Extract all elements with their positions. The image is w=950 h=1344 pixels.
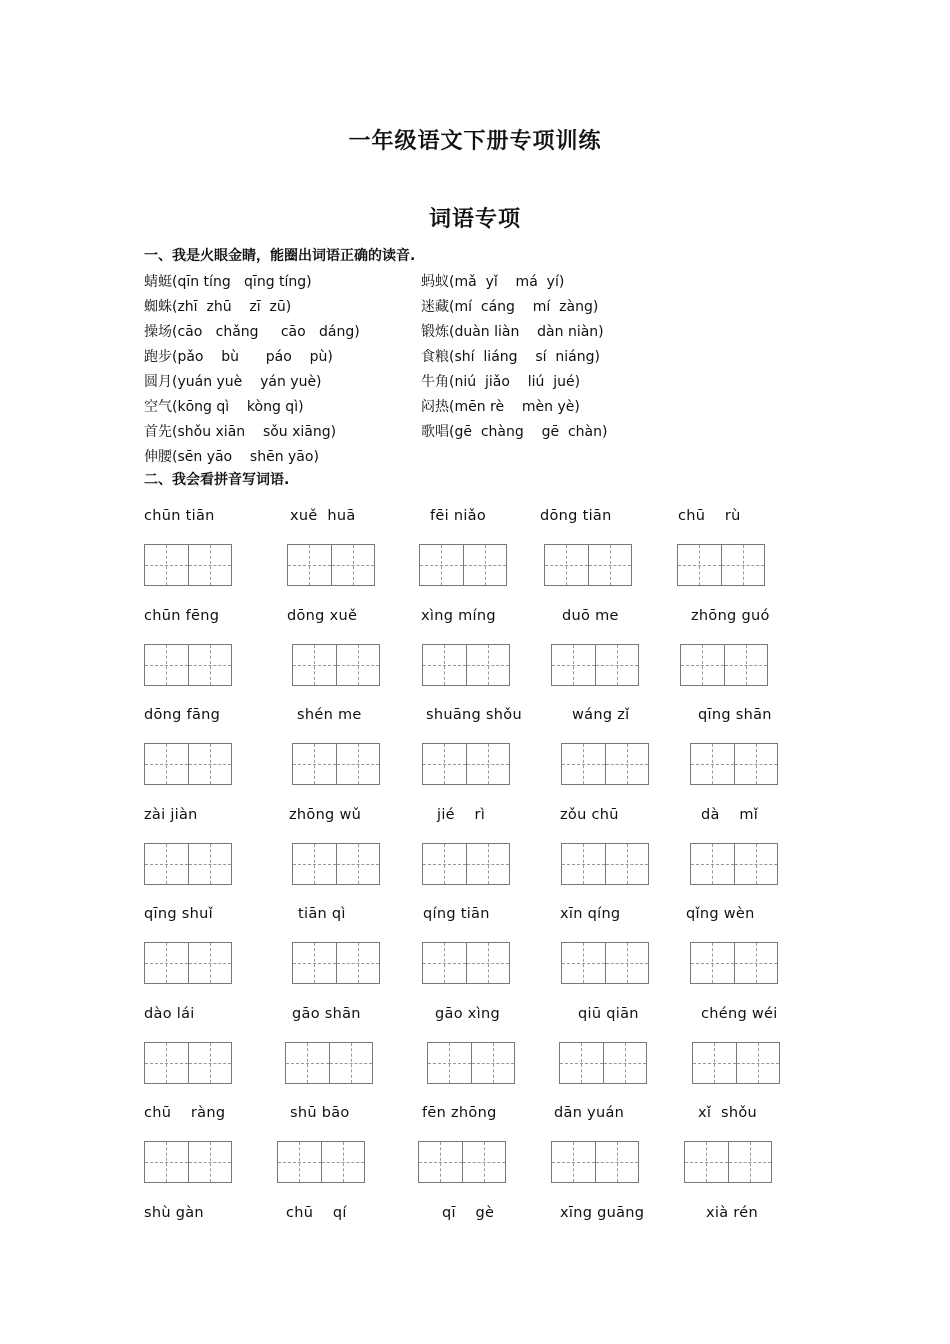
writing-grid-box[interactable] — [692, 1042, 780, 1084]
tianzige-cell[interactable] — [293, 943, 336, 983]
tianzige-cell[interactable] — [560, 1043, 603, 1083]
tianzige-cell[interactable] — [419, 1142, 462, 1182]
reading-choice-item: 迷藏(mí cáng mí zàng) — [421, 299, 599, 315]
pinyin-prompt: xīn qíng — [560, 906, 621, 922]
tianzige-cell[interactable] — [188, 844, 232, 884]
writing-grid-box[interactable] — [680, 644, 768, 686]
writing-grid-box[interactable] — [561, 942, 649, 984]
writing-grid-box[interactable] — [551, 1141, 639, 1183]
pinyin-prompt: chū qí — [286, 1204, 347, 1221]
question1-heading: 一、我是火眼金睛，能圈出词语正确的读音. — [144, 248, 416, 264]
tianzige-cell[interactable] — [145, 545, 188, 585]
tianzige-cell[interactable] — [603, 1043, 647, 1083]
reading-choice-item: 操场(cāo chǎng cāo dáng) — [144, 324, 360, 340]
tianzige-cell[interactable] — [678, 545, 721, 585]
tianzige-cell[interactable] — [288, 545, 331, 585]
writing-grid-box[interactable] — [690, 942, 778, 984]
tianzige-cell[interactable] — [423, 645, 466, 685]
tianzige-cell[interactable] — [471, 1043, 515, 1083]
tianzige-cell[interactable] — [286, 1043, 329, 1083]
writing-grid-box[interactable] — [427, 1042, 515, 1084]
pinyin-prompt: xīng guāng — [560, 1204, 645, 1221]
tianzige-cell[interactable] — [188, 1142, 232, 1182]
pinyin-prompt: qī gè — [442, 1204, 495, 1221]
tianzige-cell[interactable] — [145, 844, 188, 884]
tianzige-cell[interactable] — [552, 645, 595, 685]
pinyin-prompt: chū ràng — [144, 1105, 226, 1121]
writing-grid-box[interactable] — [559, 1042, 647, 1084]
reading-choice-item: 空气(kōng qì kòng qì) — [144, 399, 304, 415]
writing-grid-box[interactable] — [422, 644, 510, 686]
tianzige-cell[interactable] — [293, 844, 336, 884]
tianzige-cell[interactable] — [293, 744, 336, 784]
tianzige-cell[interactable] — [734, 943, 778, 983]
tianzige-cell[interactable] — [336, 744, 380, 784]
writing-grid-box[interactable] — [285, 1042, 373, 1084]
tianzige-cell[interactable] — [336, 943, 380, 983]
writing-grid-box[interactable] — [551, 644, 639, 686]
reading-choice-item: 蜘蛛(zhī zhū zī zū) — [144, 299, 292, 315]
pinyin-prompt: qīng shān — [698, 707, 772, 723]
pinyin-prompt: zhōng wǔ — [289, 806, 362, 823]
tianzige-cell[interactable] — [734, 844, 778, 884]
pinyin-prompt: fēn zhōng — [422, 1105, 497, 1121]
writing-grid-box[interactable] — [690, 743, 778, 785]
tianzige-cell[interactable] — [420, 545, 463, 585]
tianzige-cell[interactable] — [462, 1142, 506, 1182]
pinyin-prompt: qǐng wèn — [686, 906, 755, 922]
writing-grid-box[interactable] — [144, 843, 232, 885]
reading-choice-item: 锻炼(duàn liàn dàn niàn) — [421, 324, 604, 340]
pinyin-prompt: zhōng guó — [691, 607, 770, 624]
tianzige-cell[interactable] — [605, 844, 649, 884]
pinyin-prompt: fēi niǎo — [430, 508, 487, 524]
pinyin-prompt: chéng wéi — [701, 1005, 778, 1022]
reading-choice-item: 蜻蜓(qīn tíng qīng tíng) — [144, 274, 312, 290]
reading-choice-item: 首先(shǒu xiān sǒu xiāng) — [144, 424, 337, 440]
writing-grid-box[interactable] — [292, 644, 380, 686]
writing-grid-box[interactable] — [144, 1141, 232, 1183]
writing-grid-box[interactable] — [684, 1141, 772, 1183]
writing-grid-box[interactable] — [287, 544, 375, 586]
section-title: 词语专项 — [428, 207, 521, 232]
tianzige-cell[interactable] — [188, 545, 232, 585]
writing-grid-box[interactable] — [277, 1141, 365, 1183]
writing-grid-box[interactable] — [144, 1042, 232, 1084]
writing-grid-box[interactable] — [422, 843, 510, 885]
pinyin-prompt: qiū qiān — [578, 1005, 639, 1022]
pinyin-prompt: shén me — [297, 707, 362, 723]
tianzige-cell[interactable] — [562, 844, 605, 884]
reading-choice-item: 蚂蚁(mǎ yǐ má yí) — [421, 274, 565, 290]
pinyin-prompt: xuě huā — [290, 508, 356, 524]
tianzige-cell[interactable] — [595, 645, 639, 685]
pinyin-prompt: shū bāo — [290, 1105, 350, 1121]
pinyin-prompt: shù gàn — [144, 1204, 204, 1221]
pinyin-prompt: dào lái — [144, 1005, 195, 1022]
tianzige-cell[interactable] — [734, 744, 778, 784]
pinyin-prompt: dà mǐ — [701, 806, 759, 823]
tianzige-cell[interactable] — [691, 943, 734, 983]
tianzige-cell[interactable] — [605, 943, 649, 983]
pinyin-prompt: xià rén — [706, 1204, 758, 1221]
writing-grid-box[interactable] — [422, 942, 510, 984]
pinyin-prompt: gāo xìng — [435, 1005, 500, 1022]
question2-heading: 二、我会看拼音写词语. — [144, 472, 290, 488]
tianzige-cell[interactable] — [681, 645, 724, 685]
tianzige-cell[interactable] — [736, 1043, 780, 1083]
writing-grid-box[interactable] — [561, 843, 649, 885]
tianzige-cell[interactable] — [145, 943, 188, 983]
tianzige-cell[interactable] — [423, 943, 466, 983]
pinyin-prompt: dān yuán — [554, 1105, 625, 1121]
tianzige-cell[interactable] — [463, 545, 507, 585]
pinyin-prompt: gāo shān — [292, 1005, 361, 1022]
tianzige-cell[interactable] — [691, 744, 734, 784]
tianzige-cell[interactable] — [336, 844, 380, 884]
tianzige-cell[interactable] — [552, 1142, 595, 1182]
pinyin-prompt: qīng shuǐ — [144, 906, 213, 922]
writing-grid-box[interactable] — [144, 644, 232, 686]
tianzige-cell[interactable] — [724, 645, 768, 685]
pinyin-prompt: chū rù — [678, 508, 741, 524]
tianzige-cell[interactable] — [331, 545, 375, 585]
tianzige-cell[interactable] — [336, 645, 380, 685]
pinyin-prompt: jié rì — [437, 806, 486, 823]
reading-choice-item: 食粮(shí liáng sí niáng) — [421, 349, 600, 365]
pinyin-prompt: xìng míng — [421, 607, 496, 624]
tianzige-cell[interactable] — [423, 844, 466, 884]
tianzige-cell[interactable] — [188, 1043, 232, 1083]
tianzige-cell[interactable] — [685, 1142, 728, 1182]
writing-grid-box[interactable] — [677, 544, 765, 586]
tianzige-cell[interactable] — [145, 1043, 188, 1083]
reading-choice-item: 跑步(pǎo bù páo pù) — [144, 349, 333, 365]
tianzige-cell[interactable] — [562, 744, 605, 784]
tianzige-cell[interactable] — [423, 744, 466, 784]
tianzige-cell[interactable] — [691, 844, 734, 884]
reading-choice-item: 牛角(niú jiǎo liú jué) — [421, 374, 581, 390]
tianzige-cell[interactable] — [278, 1142, 321, 1182]
pinyin-prompt: shuāng shǒu — [426, 707, 522, 723]
tianzige-cell[interactable] — [293, 645, 336, 685]
writing-grid-box[interactable] — [418, 1141, 506, 1183]
pinyin-prompt: tiān qì — [298, 906, 346, 922]
writing-grid-box[interactable] — [144, 743, 232, 785]
tianzige-cell[interactable] — [466, 943, 510, 983]
tianzige-cell[interactable] — [145, 1142, 188, 1182]
writing-grid-box[interactable] — [561, 743, 649, 785]
tianzige-cell[interactable] — [595, 1142, 639, 1182]
pinyin-prompt: duō me — [562, 607, 619, 624]
writing-grid-box[interactable] — [292, 942, 380, 984]
tianzige-cell[interactable] — [466, 645, 510, 685]
tianzige-cell[interactable] — [728, 1142, 772, 1182]
pinyin-prompt: dōng tiān — [540, 508, 612, 524]
pinyin-prompt: chūn fēng — [144, 607, 220, 624]
writing-grid-box[interactable] — [544, 544, 632, 586]
writing-grid-box[interactable] — [419, 544, 507, 586]
reading-choice-item: 歌唱(gē chàng gē chàn) — [421, 424, 608, 440]
writing-grid-box[interactable] — [292, 843, 380, 885]
pinyin-prompt: zǒu chū — [560, 806, 619, 823]
tianzige-cell[interactable] — [188, 744, 232, 784]
writing-grid-box[interactable] — [144, 544, 232, 586]
writing-grid-box[interactable] — [292, 743, 380, 785]
pinyin-prompt: dōng fāng — [144, 707, 221, 723]
pinyin-prompt: xǐ shǒu — [698, 1105, 758, 1121]
tianzige-cell[interactable] — [321, 1142, 365, 1182]
tianzige-cell[interactable] — [588, 545, 632, 585]
tianzige-cell[interactable] — [545, 545, 588, 585]
pinyin-prompt: zài jiàn — [144, 806, 198, 823]
tianzige-cell[interactable] — [605, 744, 649, 784]
reading-choice-item: 闷热(mēn rè mèn yè) — [421, 399, 580, 415]
pinyin-prompt: chūn tiān — [144, 508, 215, 524]
tianzige-cell[interactable] — [329, 1043, 373, 1083]
writing-grid-box[interactable] — [144, 942, 232, 984]
tianzige-cell[interactable] — [693, 1043, 736, 1083]
pinyin-prompt: qíng tiān — [423, 906, 490, 922]
writing-grid-box[interactable] — [690, 843, 778, 885]
tianzige-cell[interactable] — [466, 844, 510, 884]
reading-choice-item: 伸腰(sēn yāo shēn yāo) — [144, 449, 319, 465]
reading-choice-item: 圆月(yuán yuè yán yuè) — [144, 374, 322, 390]
tianzige-cell[interactable] — [188, 943, 232, 983]
tianzige-cell[interactable] — [188, 645, 232, 685]
tianzige-cell[interactable] — [562, 943, 605, 983]
page-title: 一年级语文下册专项训练 — [348, 129, 602, 154]
writing-grid-box[interactable] — [422, 743, 510, 785]
tianzige-cell[interactable] — [428, 1043, 471, 1083]
tianzige-cell[interactable] — [145, 645, 188, 685]
tianzige-cell[interactable] — [721, 545, 765, 585]
tianzige-cell[interactable] — [145, 744, 188, 784]
pinyin-prompt: dōng xuě — [287, 607, 358, 624]
tianzige-cell[interactable] — [466, 744, 510, 784]
pinyin-prompt: wáng zǐ — [572, 707, 630, 723]
